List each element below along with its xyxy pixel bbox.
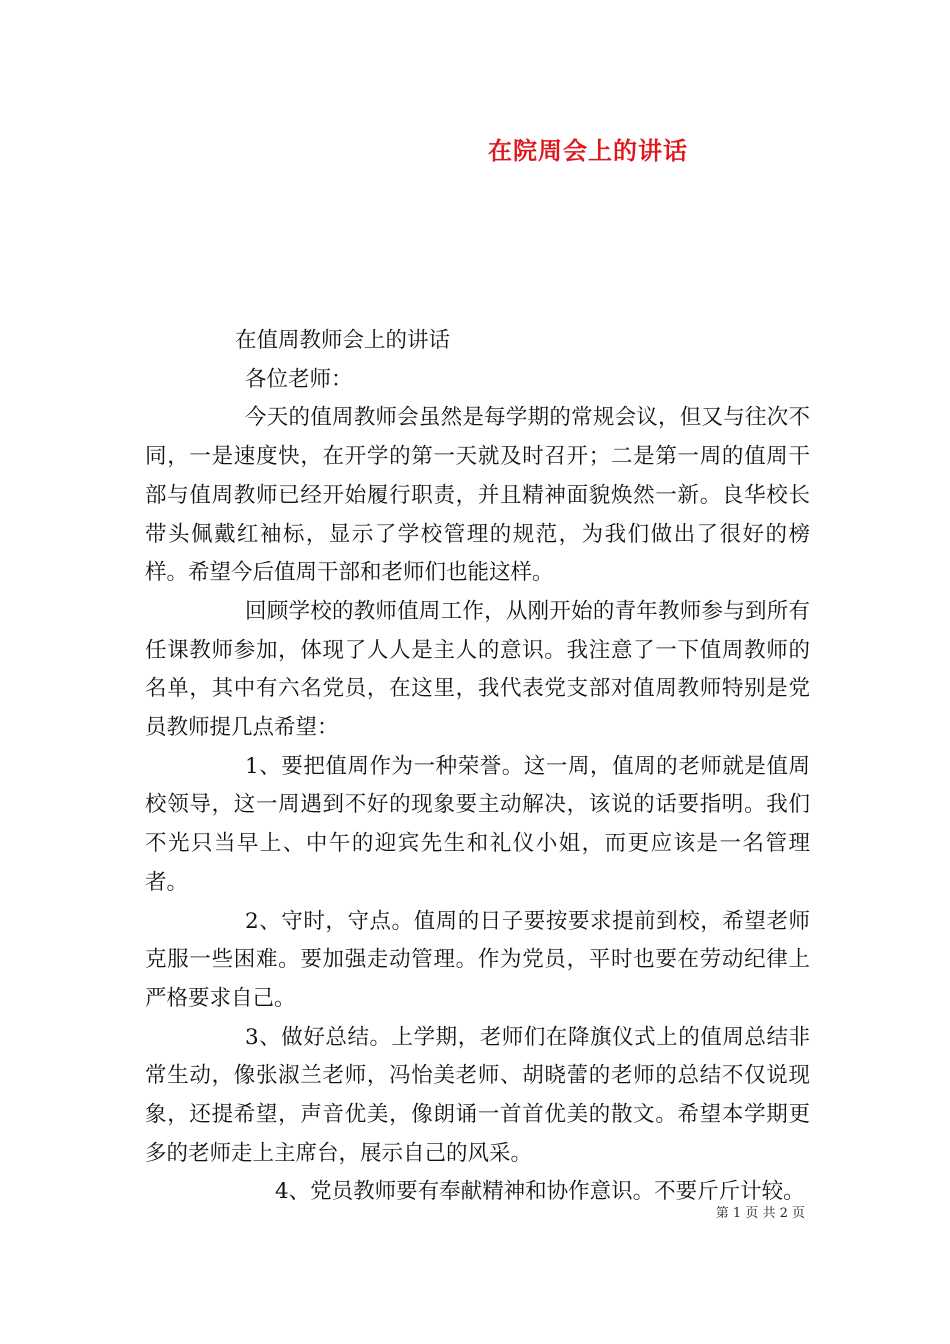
list-item-1: 1、要把值周作为一种荣誉。这一周，值周的老师就是值周校领导，这一周遇到不好的现象要主动解决，该说的话要指明。我们不光只当早上、中午的迎宾先生和礼仪小姐，而更应该是一名管理者。: [145, 753, 810, 895]
page-number-footer: 第 1 页 共 2 页: [715, 1206, 805, 1221]
list-item-4: 4、党员教师要有奉献精神和协作意识。不要斤斤计较。: [275, 1179, 805, 1205]
greeting-line: 各位老师：: [245, 366, 353, 392]
list-item-2: 2、守时，守点。值周的日子要按要求提前到校，希望老师克服一些困难。要加强走动管理。作为党员，平时也要在劳动纪律上严格要求自己。: [145, 908, 810, 1011]
document-body: [145, 322, 810, 1212]
speech-subtitle: 在值周教师会上的讲话: [235, 328, 451, 353]
paragraph-review: 回顾学校的教师值周工作，从刚开始的青年教师参与到所有任课教师参加，体现了人人是主人的意识。我注意了一下值周教师的名单，其中有六名党员，在这里，我代表党支部对值周教师特别是党员教师提几点希望：: [145, 598, 810, 741]
list-item-3: 3、做好总结。上学期，老师们在降旗仪式上的值周总结非常生动，像张淑兰老师，冯怡美老师、胡晓蕾的老师的总结不仅说现象，还提希望，声音优美，像朗诵一首首优美的散文。希望本学期更多的老师走上主席台，展示自己的风采。: [145, 1024, 810, 1166]
paragraph-intro: 今天的值周教师会虽然是每学期的常规会议，但又与往次不同，一是速度快，在开学的第一天就及时召开；二是第一周的值周干部与值周教师已经开始履行职责，并且精神面貌焕然一新。良华校长带头佩戴红袖标，显示了学校管理的规范，为我们做出了很好的榜样。希望今后值周干部和老师们也能这样。: [145, 405, 810, 586]
document-title: 在院周会上的讲话: [488, 136, 688, 165]
